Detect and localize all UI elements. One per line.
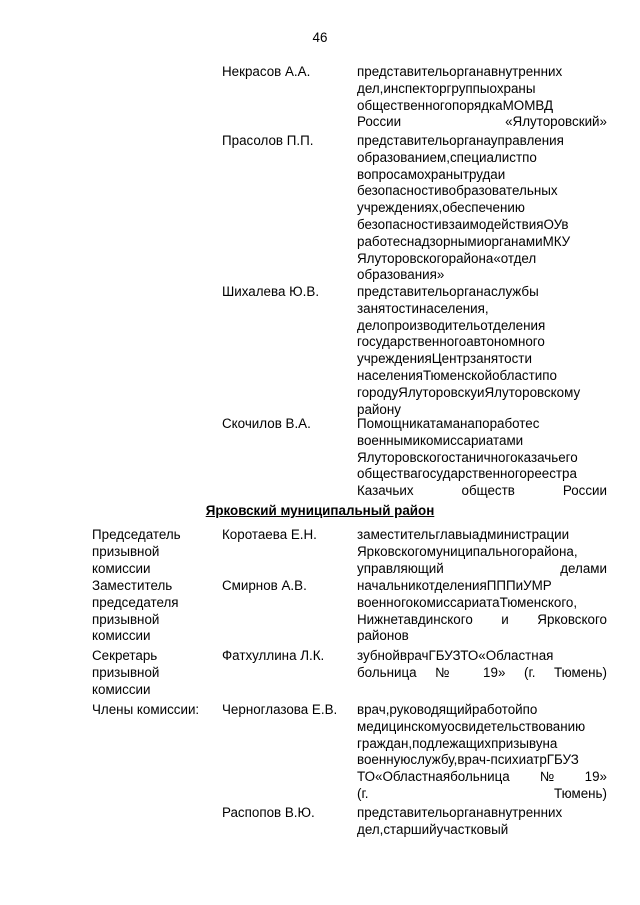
word: органами — [484, 233, 543, 249]
description-line — [357, 416, 607, 433]
member-name: Распопов В.Ю. — [222, 805, 315, 820]
word: городу — [357, 384, 399, 400]
word: представитель — [357, 133, 450, 148]
word: занятости — [469, 351, 532, 367]
description-line — [357, 318, 607, 335]
member-description — [357, 578, 607, 645]
word: органа — [449, 284, 491, 299]
word: призыву — [491, 735, 543, 751]
word: представитель — [357, 64, 450, 79]
word: УМР — [523, 578, 552, 593]
word: подлежащих — [412, 735, 492, 751]
word: работе — [489, 416, 533, 431]
word: группы — [446, 80, 490, 96]
word: в — [441, 183, 449, 199]
word: учреждения — [357, 351, 432, 367]
description-line — [357, 719, 607, 736]
description-line: больница № 19» (г. Тюмень) — [357, 664, 607, 680]
word: и — [515, 578, 524, 593]
role-line: Члены комиссии: — [92, 702, 200, 717]
word: органа — [449, 64, 491, 79]
description-line: Нижнетавдинского и Ярковского — [357, 611, 607, 627]
role-label — [92, 527, 212, 577]
word: врач — [399, 648, 429, 663]
word: по — [542, 367, 557, 383]
word: надзорными — [406, 233, 485, 249]
role-label — [92, 578, 212, 645]
word: 19» — [584, 769, 607, 785]
word: охраны — [489, 80, 536, 96]
word: «отдел — [493, 250, 537, 266]
word: врач, — [357, 702, 390, 717]
description-line — [357, 183, 607, 200]
description-line — [357, 544, 607, 561]
member-description — [357, 648, 607, 682]
word: главы — [435, 527, 472, 542]
member-description — [357, 133, 607, 284]
word: ТО — [357, 769, 375, 785]
role-line: комиссии — [92, 628, 151, 644]
description-line: районов — [357, 628, 409, 644]
role-line: призывной — [92, 611, 160, 627]
description-line — [357, 466, 607, 483]
word: «Областная — [478, 648, 554, 663]
word: станичного — [448, 449, 518, 465]
word: делопроизводитель — [357, 317, 481, 333]
word: по — [522, 149, 537, 165]
word: вопросам — [357, 166, 417, 182]
word: Ялуторовску — [398, 384, 478, 400]
description-line — [357, 64, 607, 81]
description-line — [357, 595, 607, 612]
description-line — [357, 450, 607, 467]
word: участковый — [436, 821, 509, 837]
word: ППП — [486, 578, 516, 593]
member-description — [357, 284, 607, 418]
word: района, — [529, 543, 578, 559]
word: безопасности — [357, 183, 442, 199]
word: образовательных — [448, 183, 558, 199]
word: освидетельствованию — [447, 718, 586, 734]
description-line: управляющий делами — [357, 560, 607, 576]
word: населения — [357, 367, 423, 383]
word: администрации — [471, 527, 570, 542]
word: по — [522, 702, 538, 717]
word: работой — [472, 702, 523, 717]
word: комиссариатами — [419, 432, 524, 448]
word: МВД — [524, 97, 554, 113]
description-line — [357, 200, 607, 217]
member-name: Шихалева Ю.В. — [222, 284, 320, 299]
role-line: призывной — [92, 543, 160, 559]
word: службу, — [410, 752, 458, 768]
description-line — [357, 752, 607, 769]
word: обеспечению — [442, 200, 525, 216]
word: Помощник — [357, 416, 423, 431]
section-title: Ярковский муниципальный район — [205, 503, 435, 518]
word: отделения — [480, 317, 546, 333]
word: органа — [449, 133, 491, 148]
member-name: Фатхуллина Л.К. — [222, 648, 325, 663]
description-line — [357, 433, 607, 450]
description-line — [357, 578, 607, 595]
description-line — [357, 167, 607, 184]
word: инспектор — [383, 80, 447, 96]
word: старший — [383, 821, 437, 837]
description-line: (г. Тюмень) — [357, 785, 607, 801]
word: в — [561, 216, 569, 232]
word: МО — [502, 97, 525, 113]
description-line: Казачьих обществ России — [357, 483, 607, 499]
description-line — [357, 81, 607, 98]
word: порядка — [451, 97, 503, 113]
word: общества — [357, 466, 418, 482]
word: ГБУЗ — [546, 752, 579, 768]
word: на — [542, 735, 558, 751]
member-name: Некрасов А.А. — [222, 64, 311, 79]
description-line — [357, 527, 607, 544]
word: и — [477, 384, 485, 400]
description-line — [357, 217, 607, 234]
word: охраны — [416, 166, 463, 182]
member-description — [357, 702, 607, 803]
role-line: призывной — [92, 664, 160, 680]
role-line: Секретарь — [92, 648, 158, 663]
word: заместитель — [357, 527, 436, 542]
word: атамана — [422, 416, 475, 431]
word: с — [532, 416, 540, 431]
word: дел, — [357, 80, 384, 96]
word: службы — [490, 284, 539, 299]
word: ОУ — [543, 216, 562, 232]
word: ГБУЗ — [428, 648, 461, 663]
word: медицинскому — [357, 718, 448, 734]
member-name: Черноглазова Е.В. — [222, 702, 338, 717]
description-line — [357, 301, 607, 318]
word: общественного — [357, 97, 452, 113]
word: военную — [357, 752, 411, 768]
word: Ялуторовского — [357, 449, 449, 465]
word: Ярковского — [357, 543, 427, 559]
word: казачьего — [517, 449, 578, 465]
description-line — [357, 98, 607, 115]
word: МКУ — [542, 233, 571, 249]
member-description — [357, 416, 607, 500]
description-line — [357, 150, 607, 167]
role-line: Заместитель — [92, 578, 173, 593]
description-line — [357, 133, 607, 150]
word: взаимодействия — [441, 216, 544, 232]
word: внутренних — [490, 805, 563, 820]
role-line: председателя — [92, 594, 179, 610]
word: государственного — [417, 466, 527, 482]
word: органа — [449, 805, 491, 820]
description-line: России «Ялуторовский» — [357, 114, 607, 130]
description-line — [357, 351, 607, 368]
description-line — [357, 736, 607, 753]
description-line — [357, 648, 607, 665]
member-description — [357, 527, 607, 577]
word: ТО — [460, 648, 479, 663]
word: управления — [490, 133, 564, 148]
word: больница — [450, 769, 510, 785]
word: автономного — [466, 334, 545, 350]
word: граждан, — [357, 735, 413, 751]
word: области — [492, 367, 543, 383]
word: военными — [357, 432, 420, 448]
role-line: Председатель — [92, 527, 181, 542]
word: населения, — [418, 300, 489, 316]
member-name: Скочилов В.А. — [222, 416, 311, 431]
word: учреждениях, — [357, 200, 443, 216]
word: Центр — [431, 351, 470, 367]
word: специалист — [449, 149, 523, 165]
word: № — [509, 769, 585, 785]
word: руководящий — [389, 702, 473, 717]
page-number: 46 — [312, 30, 328, 45]
word: Ялуторовскому — [484, 384, 581, 400]
word: «Областная — [375, 769, 451, 785]
word: Ялуторовского — [357, 250, 449, 266]
word: дел, — [357, 821, 384, 837]
word: района — [448, 250, 494, 266]
description-line — [357, 368, 607, 385]
description-line — [357, 822, 607, 839]
word: занятости — [357, 300, 419, 316]
word: с — [400, 233, 407, 249]
description-line — [357, 702, 607, 719]
role-line: комиссии — [92, 681, 151, 697]
word: труда — [462, 166, 498, 182]
description-line — [357, 769, 607, 786]
word: Тюменской — [422, 367, 493, 383]
description-line: образования» — [357, 267, 445, 283]
word: по — [474, 416, 490, 431]
role-label — [92, 648, 212, 698]
word: государственного — [357, 334, 467, 350]
description-line — [357, 334, 607, 351]
role-line: комиссии — [92, 560, 151, 576]
word: образованием, — [357, 149, 450, 165]
word: начальник — [357, 578, 422, 593]
role-label — [92, 702, 212, 719]
word: отделения — [421, 578, 487, 593]
member-name: Прасолов П.П. — [222, 133, 314, 148]
word: представитель — [357, 805, 450, 820]
word: реестра — [526, 466, 577, 482]
member-description — [357, 64, 607, 131]
word: Тюменского, — [499, 594, 578, 610]
member-name: Смирнов А.В. — [222, 578, 307, 593]
description-line — [357, 251, 607, 268]
word: зубной — [357, 648, 400, 663]
description-line — [357, 385, 607, 402]
word: муниципального — [426, 543, 530, 559]
word: внутренних — [490, 64, 563, 79]
word: и — [497, 166, 506, 182]
word: безопасности — [357, 216, 442, 232]
description-line — [357, 284, 607, 301]
word: представитель — [357, 284, 450, 299]
description-line — [357, 805, 607, 822]
description-line: району — [357, 401, 401, 417]
word: врач-психиатр — [457, 752, 547, 768]
word: комиссариата — [413, 594, 500, 610]
member-description — [357, 805, 607, 839]
member-name: Коротаева Е.Н. — [222, 527, 317, 542]
word: работе — [357, 233, 401, 249]
word: военного — [357, 594, 414, 610]
description-line — [357, 234, 607, 251]
